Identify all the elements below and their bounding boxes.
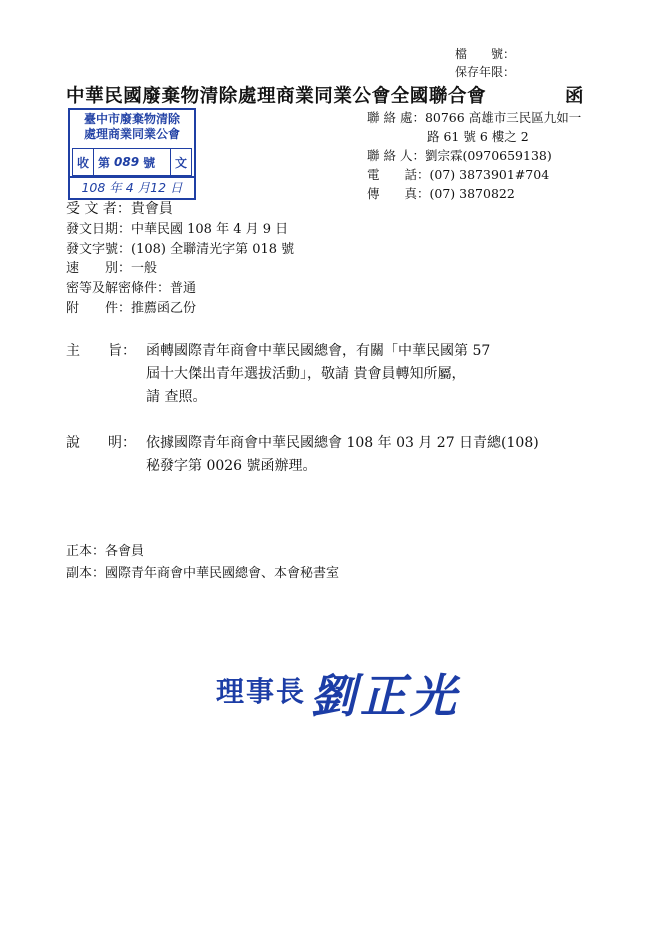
phone-label: 電 話： (367, 167, 430, 182)
security-field: 密等及解密條件：普通 (66, 281, 197, 297)
subject-line3: 請 查照。 (146, 389, 207, 405)
stamp-org-line1: 臺中市廢棄物清除 (83, 112, 180, 126)
stamp-no-prefix: 第 (98, 155, 111, 170)
document-fields (66, 200, 294, 319)
stamp-number: 089 (114, 155, 140, 169)
phone-value: (07) 3873901#704 (429, 167, 550, 182)
copy-recipients: 副本：國際青年商會中華民國總會、本會秘書室 (66, 566, 340, 581)
attachment-field: 附 件：推薦函乙份 (66, 300, 197, 316)
explanation-line1: 依據國際青年商會中華民國總會 108 年 03 月 27 日青總(108) (146, 435, 539, 451)
retention-period-label: 保存年限： (455, 65, 516, 79)
subject-line1: 函轉國際青年商會中華民國總會，有關「中華民國第 57 (146, 343, 491, 359)
stamp-org-line2: 處理商業同業公會 (83, 127, 180, 141)
explanation-label: 說 明： (66, 435, 136, 451)
stamp-received-char: 收 (73, 149, 94, 175)
recipient-field: 受 文 者：貴會員 (66, 201, 173, 217)
contact-block (367, 108, 581, 203)
archive-number-label: 檔 號： (455, 47, 516, 61)
received-stamp (68, 108, 196, 178)
explanation-line2: 秘發字第 0026 號函辦理。 (146, 458, 317, 474)
original-recipients: 正本：各會員 (66, 544, 145, 559)
stamp-no-suffix: 號 (143, 155, 156, 170)
explanation-body (146, 432, 539, 478)
date-field: 發文日期：中華民國 108 年 4 月 9 日 (66, 221, 289, 237)
subject-line2: 屆十大傑出青年選拔活動」，敬請 貴會員轉知所屬， (146, 366, 466, 382)
address-value-line2: 路 61 號 6 樓之 2 (427, 129, 529, 144)
stamp-date: 108 年 4 月12 日 (68, 176, 196, 200)
speed-field: 速 別：一般 (66, 261, 158, 277)
contact-person-label: 聯 絡 人： (367, 148, 425, 163)
address-value-line1: 80766 高雄市三民區九如一 (424, 110, 582, 125)
organization-title: 中華民國廢棄物清除處理商業同業公會全國聯合會 (66, 86, 487, 107)
distribution-block (66, 541, 339, 585)
chairman-title-seal: 理事長 (216, 675, 307, 708)
stamp-doc-char: 文 (170, 149, 191, 175)
fax-label: 傳 真： (367, 186, 430, 201)
address-label: 聯 絡 處： (367, 110, 425, 125)
document-type: 函 (565, 86, 584, 107)
subject-body (146, 340, 490, 409)
doc-number-field: 發文字號：(108) 全聯清光字第 018 號 (66, 241, 295, 257)
subject-label: 主 旨： (66, 343, 136, 359)
chairman-name-seal: 劉正光 (310, 669, 460, 723)
contact-person-value: 劉宗霖(0970659138) (424, 148, 552, 163)
fax-value: (07) 3870822 (429, 186, 515, 201)
